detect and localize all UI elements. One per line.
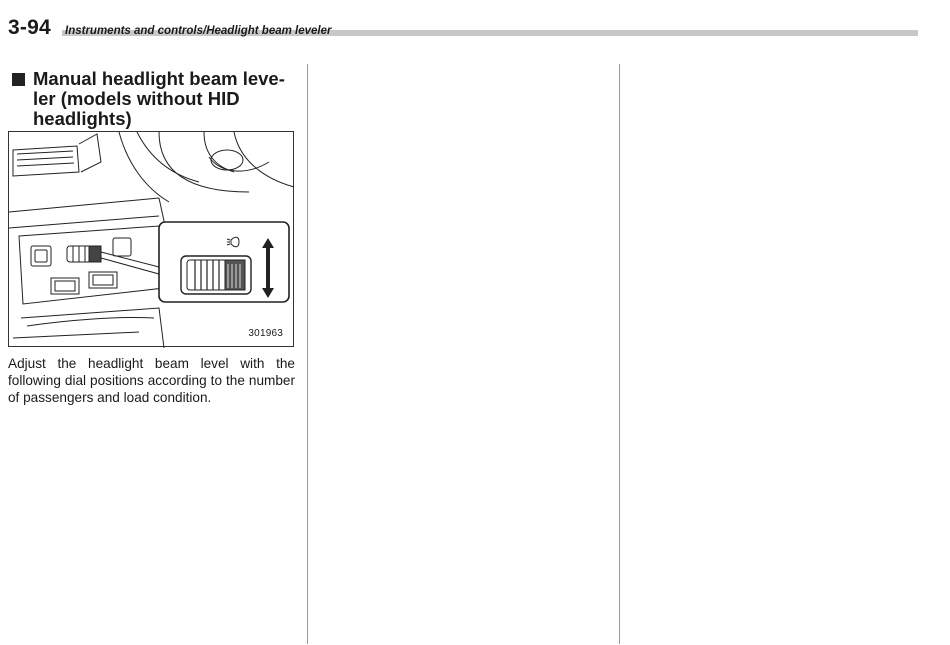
column-divider-left <box>307 64 308 644</box>
dashboard-drawing <box>9 132 295 348</box>
column-divider-right <box>619 64 620 644</box>
leveler-dial-inset <box>159 222 289 302</box>
heading-line-2: ler (models without HID <box>33 88 240 109</box>
section-heading <box>12 69 302 129</box>
body-paragraph: Adjust the headlight beam level with the following dial positions according to the number of passengers and load condition. <box>8 356 295 405</box>
beam-leveler-illustration <box>8 131 294 347</box>
page-number: 3-94 <box>8 16 51 39</box>
heading-square-icon <box>12 73 25 86</box>
section-path: Instruments and controls/Headlight beam leveler <box>65 25 332 37</box>
page-header <box>0 0 950 44</box>
figure-code: 301963 <box>248 328 283 339</box>
heading-line-1: Manual headlight beam leve- <box>33 68 285 89</box>
heading-line-3: headlights) <box>33 108 132 129</box>
